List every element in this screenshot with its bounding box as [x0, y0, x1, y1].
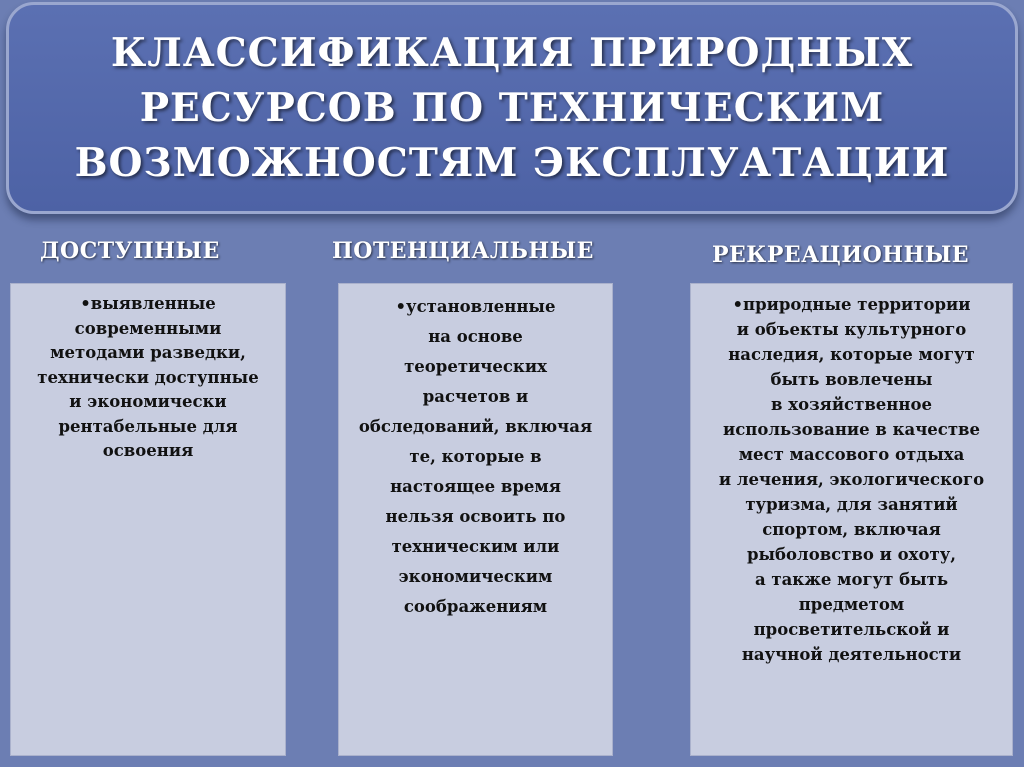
card-recreational	[690, 283, 1013, 756]
card-accessible	[10, 283, 286, 756]
card-accessible-text: •выявленные современными методами разведки, технически доступные и экономически рентабельные для освоения	[37, 294, 259, 460]
heading-recreational: РЕКРЕАЦИОННЫЕ	[712, 242, 970, 268]
card-potential	[338, 283, 613, 756]
page-title: КЛАССИФИКАЦИЯ ПРИРОДНЫХ РЕСУРСОВ ПО ТЕХНИЧЕСКИМ ВОЗМОЖНОСТЯМ ЭКСПЛУАТАЦИИ	[74, 29, 950, 186]
card-recreational-text: •природные территории и объекты культурного наследия, которые могут быть вовлечены в хозяйственное использование в качестве мест массового отдыха и лечения, экологического туризма, для занятий спортом, включая рыболовство и охоту, а также могут быть предметом просветительской и научной деятельности	[718, 295, 985, 664]
title-banner	[6, 2, 1018, 214]
card-potential-text: •установленные на основе теоретических расчетов и обследований, включая те, которые в настоящее время нельзя освоить по техническим или экономическим соображениям	[358, 297, 593, 616]
heading-accessible: ДОСТУПНЫЕ	[40, 238, 220, 264]
heading-potential: ПОТЕНЦИАЛЬНЫЕ	[332, 238, 594, 264]
